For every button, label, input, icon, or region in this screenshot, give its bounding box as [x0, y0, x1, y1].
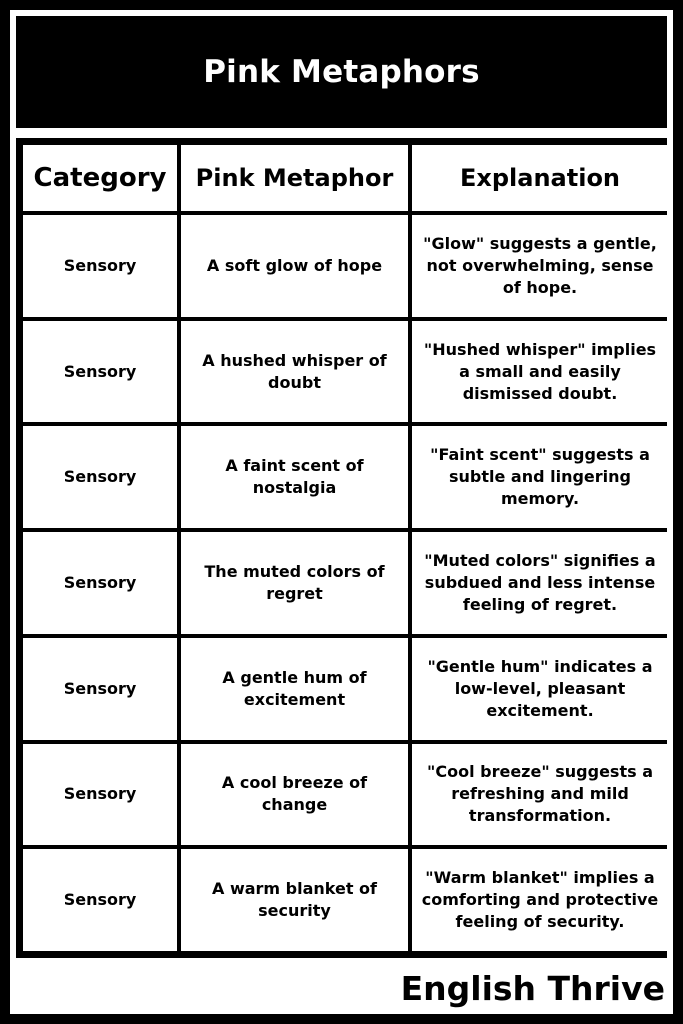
cell-explanation: "Gentle hum" indicates a low-level, pleasant excitement.	[412, 638, 668, 740]
cell-category: Sensory	[23, 532, 177, 634]
page-sheet	[10, 10, 673, 1014]
cell-metaphor: A soft glow of hope	[181, 215, 408, 317]
table-row	[23, 638, 668, 740]
cell-category: Sensory	[23, 426, 177, 528]
cell-explanation: "Glow" suggests a gentle, not overwhelming, sense of hope.	[412, 215, 668, 317]
header-category: Category	[23, 145, 177, 211]
cell-metaphor: A warm blanket of security	[181, 849, 408, 951]
cell-metaphor: A gentle hum of excitement	[181, 638, 408, 740]
table-header-row	[23, 145, 668, 211]
metaphor-table-container	[16, 138, 667, 958]
table-row	[23, 532, 668, 634]
cell-explanation: "Hushed whisper" implies a small and easily dismissed doubt.	[412, 321, 668, 423]
page-title: Pink Metaphors	[203, 54, 480, 90]
brand-footer: English Thrive	[400, 969, 665, 1008]
header-pink-metaphor: Pink Metaphor	[181, 145, 408, 211]
cell-category: Sensory	[23, 849, 177, 951]
cell-explanation: "Cool breeze" suggests a refreshing and mild transformation.	[412, 744, 668, 846]
metaphor-table	[19, 141, 672, 955]
table-row	[23, 215, 668, 317]
cell-explanation: "Warm blanket" implies a comforting and protective feeling of security.	[412, 849, 668, 951]
title-bar	[16, 16, 667, 128]
cell-explanation: "Muted colors" signifies a subdued and less intense feeling of regret.	[412, 532, 668, 634]
cell-metaphor: The muted colors of regret	[181, 532, 408, 634]
table-row	[23, 321, 668, 423]
cell-metaphor: A faint scent of nostalgia	[181, 426, 408, 528]
cell-category: Sensory	[23, 215, 177, 317]
cell-category: Sensory	[23, 321, 177, 423]
cell-explanation: "Faint scent" suggests a subtle and lingering memory.	[412, 426, 668, 528]
table-row	[23, 744, 668, 846]
cell-category: Sensory	[23, 744, 177, 846]
cell-metaphor: A cool breeze of change	[181, 744, 408, 846]
cell-category: Sensory	[23, 638, 177, 740]
cell-metaphor: A hushed whisper of doubt	[181, 321, 408, 423]
table-row	[23, 849, 668, 951]
header-explanation: Explanation	[412, 145, 668, 211]
table-row	[23, 426, 668, 528]
